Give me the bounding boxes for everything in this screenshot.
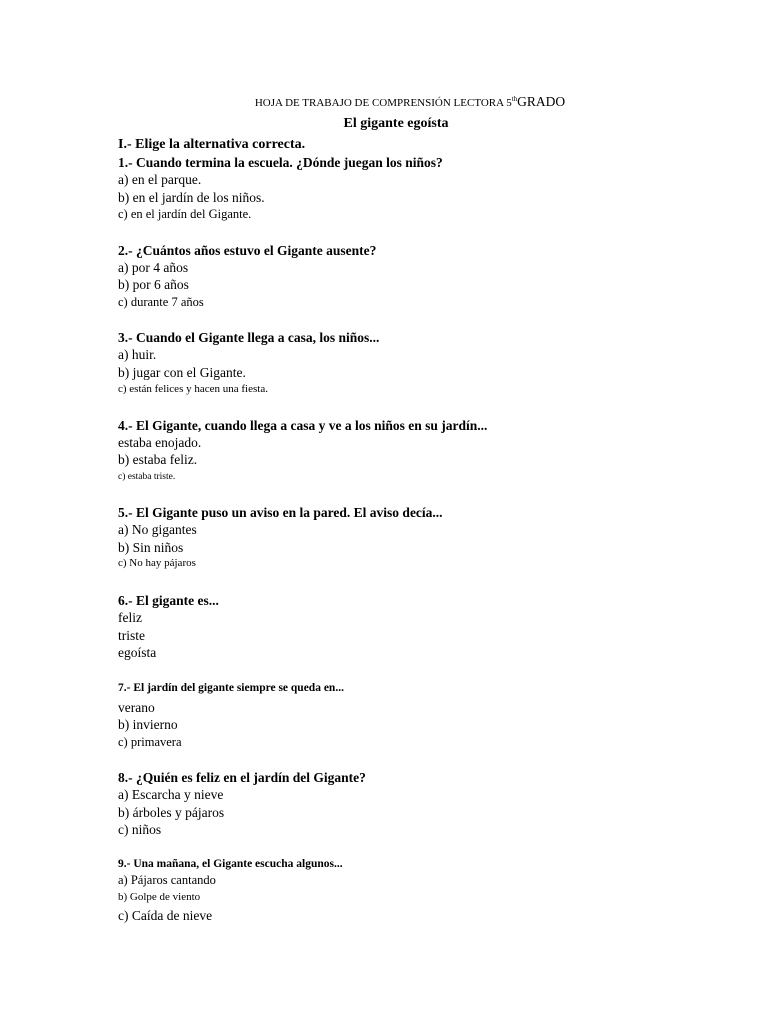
option-a: a) huir. (118, 347, 157, 362)
option-a: a) No gigantes (118, 522, 197, 537)
question-text: 9.- Una mañana, el Gigante escucha algunos... (118, 857, 343, 870)
question-7 (118, 680, 738, 752)
header-grado: GRADO (517, 94, 566, 109)
option-b: triste (118, 627, 145, 643)
question-1 (118, 154, 738, 224)
worksheet-title: El gigante egoísta (343, 116, 449, 131)
option-c: c) estaba triste. (118, 471, 176, 482)
question-text: 3.- Cuando el Gigante llega a casa, los niños... (118, 330, 380, 345)
option-c: c) primavera (118, 734, 182, 749)
question-6 (118, 592, 738, 662)
question-text: 6.- El gigante es... (118, 593, 219, 608)
question-4 (118, 417, 738, 487)
question-5 (118, 504, 738, 570)
question-text: 8.- ¿Quién es feliz en el jardín del Gigante? (118, 770, 366, 785)
option-c: c) durante 7 años (118, 294, 204, 309)
option-b: b) invierno (118, 717, 178, 732)
option-a: verano (118, 699, 155, 715)
option-b: b) Sin niños (118, 539, 184, 555)
question-2 (118, 242, 738, 312)
option-a: a) Pájaros cantando (118, 872, 216, 887)
option-b: b) Golpe de viento (118, 891, 201, 903)
question-9 (118, 856, 738, 925)
section-heading: I.- Elige la alternativa correcta. (118, 137, 306, 152)
question-text: 5.- El Gigante puso un aviso en la pared. El aviso decía... (118, 505, 443, 520)
option-c: c) niños (118, 822, 162, 837)
option-a: a) Escarcha y nieve (118, 787, 224, 802)
question-3 (118, 329, 738, 399)
question-text: 7.- El jardín del gigante siempre se queda en... (118, 681, 344, 694)
option-a: feliz (118, 610, 142, 625)
option-c: c) No hay pájaros (118, 557, 196, 569)
option-a: a) por 4 años (118, 259, 189, 275)
header-line (0, 94, 768, 110)
option-b: b) árboles y pájaros (118, 804, 225, 820)
option-b: b) jugar con el Gigante. (118, 364, 246, 380)
option-c: egoísta (118, 645, 157, 660)
option-b: b) en el jardín de los niños. (118, 189, 265, 205)
question-text: 2.- ¿Cuántos años estuvo el Gigante ausente? (118, 242, 377, 258)
option-a: a) en el parque. (118, 172, 202, 187)
option-b: b) por 6 años (118, 277, 189, 292)
question-8 (118, 769, 738, 839)
header-ordinal-sup: th (511, 95, 518, 103)
worksheet-content (118, 136, 738, 924)
option-c: c) están felices y hacen una fiesta. (118, 383, 268, 395)
option-b: b) estaba feliz. (118, 452, 198, 467)
worksheet-header (0, 94, 768, 110)
option-a: estaba enojado. (118, 434, 202, 450)
header-prefix: HOJA DE TRABAJO DE COMPRENSIÓN LECTORA 5 (254, 97, 512, 109)
option-c: c) en el jardín del Gigante. (118, 207, 252, 221)
question-text: 4.- El Gigante, cuando llega a casa y ve a los niños en su jardín... (118, 417, 488, 433)
option-c: c) Caída de nieve (118, 907, 213, 923)
question-text: 1.- Cuando termina la escuela. ¿Dónde juegan los niños? (118, 155, 443, 170)
